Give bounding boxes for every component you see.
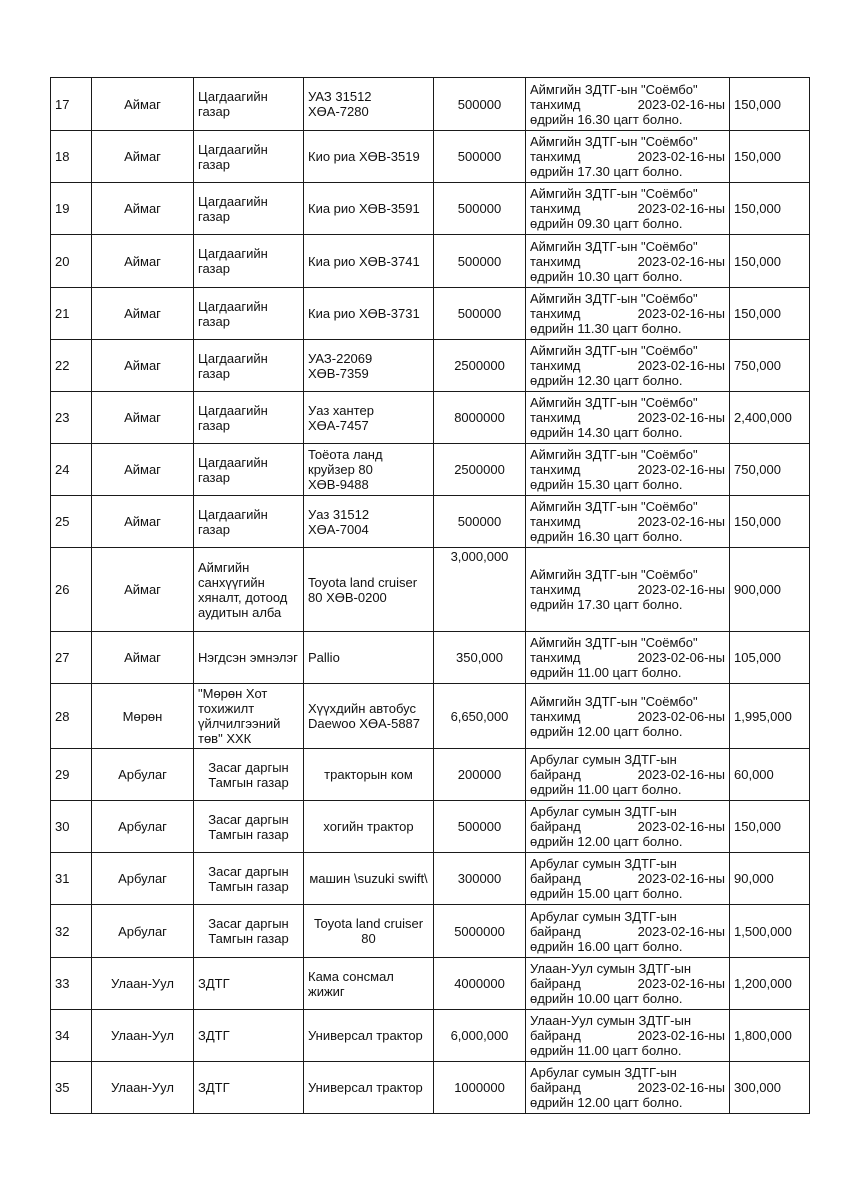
place-line-1: Улаан-Уул сумын ЗДТГ-ын [530,1013,692,1028]
starting-price-cell: 8000000 [434,392,526,444]
place-line-3: өдрийн 12.00 цагт болно. [530,834,683,849]
auction-date: 2023-02-16-ны [637,462,725,477]
place-line-2 [530,976,725,991]
item-cell: Универсал трактор [304,1062,434,1114]
auction-place-time-cell [526,684,730,749]
organization-cell: Цагдаагийн газар [194,340,304,392]
location-cell: Мөрөн [92,684,194,749]
deposit-cell: 1,800,000 [730,1010,810,1062]
row-number: 19 [51,183,92,235]
auction-place-time-cell [526,801,730,853]
place-venue: байранд [530,923,581,939]
place-venue: байранд [530,976,581,991]
organization-cell: Засаг даргын Тамгын газар [194,905,304,958]
place-line-3: өдрийн 09.30 цагт болно. [530,216,683,231]
auction-date: 2023-02-16-ны [637,253,725,269]
table-row [51,801,810,853]
place-venue: танхимд [530,650,581,665]
place-line-2 [530,462,725,477]
place-line-3: өдрийн 11.00 цагт болно. [530,1043,682,1058]
starting-price-cell: 500000 [434,131,526,183]
auction-place-time-cell [526,183,730,235]
place-line-3: өдрийн 17.30 цагт болно. [530,597,683,612]
place-line-1: Аймгийн ЗДТГ-ын "Соёмбо" [530,499,698,514]
location-cell: Арбулаг [92,749,194,801]
organization-cell: Засаг даргын Тамгын газар [194,801,304,853]
row-number: 18 [51,131,92,183]
location-cell: Аймаг [92,288,194,340]
location-cell: Улаан-Уул [92,1062,194,1114]
deposit-cell: 105,000 [730,632,810,684]
auction-date: 2023-02-16-ны [637,976,725,991]
auction-place-time-cell [526,853,730,905]
organization-cell: Цагдаагийн газар [194,392,304,444]
location-cell: Аймаг [92,78,194,131]
row-number: 31 [51,853,92,905]
auction-place-time-cell [526,235,730,288]
deposit-cell: 150,000 [730,801,810,853]
auction-place-time-cell [526,905,730,958]
deposit-cell: 900,000 [730,548,810,632]
table-row [51,684,810,749]
row-number: 21 [51,288,92,340]
place-line-3: өдрийн 16.30 цагт болно. [530,111,683,127]
starting-price-cell: 500000 [434,801,526,853]
place-line-1: Аймгийн ЗДТГ-ын "Соёмбо" [530,186,698,201]
item-cell: Киа рио ХӨВ-3591 [304,183,434,235]
table-row [51,288,810,340]
auction-date: 2023-02-16-ны [637,767,725,782]
organization-cell: Цагдаагийн газар [194,496,304,548]
table-row [51,958,810,1010]
place-line-2 [530,149,725,164]
auction-place-time-cell [526,632,730,684]
place-venue: танхимд [530,201,581,216]
place-line-3: өдрийн 16.30 цагт болно. [530,529,683,544]
row-number: 30 [51,801,92,853]
auction-place-time-cell [526,548,730,632]
item-cell: Уаз хантер ХӨА-7457 [304,392,434,444]
table-row [51,1062,810,1114]
row-number: 24 [51,444,92,496]
place-line-3: өдрийн 11.00 цагт болно. [530,665,682,680]
table-row [51,131,810,183]
auction-date: 2023-02-16-ны [637,201,725,216]
table-row [51,444,810,496]
auction-place-time-cell [526,496,730,548]
auction-date: 2023-02-06-ны [637,708,725,724]
location-cell: Улаан-Уул [92,1010,194,1062]
row-number: 27 [51,632,92,684]
place-line-1: Арбулаг сумын ЗДТГ-ын [530,908,677,924]
place-line-3: өдрийн 12.30 цагт болно. [530,373,683,388]
auction-date: 2023-02-16-ны [637,819,725,834]
deposit-cell: 150,000 [730,131,810,183]
place-venue: танхимд [530,358,581,373]
row-number: 35 [51,1062,92,1114]
item-cell: Toyota land cruiser 80 ХӨВ-0200 [304,548,434,632]
location-cell: Аймаг [92,632,194,684]
table-row [51,548,810,632]
auction-place-time-cell [526,288,730,340]
auction-date: 2023-02-16-ны [637,871,725,886]
starting-price-cell: 6,000,000 [434,1010,526,1062]
place-line-3: өдрийн 10.00 цагт болно. [530,991,683,1006]
table-row [51,235,810,288]
organization-cell: Цагдаагийн газар [194,78,304,131]
location-cell: Аймаг [92,183,194,235]
place-venue: байранд [530,871,581,886]
deposit-cell: 90,000 [730,853,810,905]
place-venue: байранд [530,1028,581,1043]
row-number: 28 [51,684,92,749]
organization-cell: Цагдаагийн газар [194,131,304,183]
place-venue: танхимд [530,410,581,425]
starting-price-cell: 500000 [434,78,526,131]
table-row [51,340,810,392]
row-number: 32 [51,905,92,958]
location-cell: Улаан-Уул [92,958,194,1010]
location-cell: Аймаг [92,444,194,496]
row-number: 25 [51,496,92,548]
organization-cell: Аймгийн санхүүгийн хяналт, дотоод аудитын алба [194,548,304,632]
place-line-2 [530,1028,725,1043]
place-line-2 [530,514,725,529]
auction-place-time-cell [526,749,730,801]
place-line-2 [530,410,725,425]
item-cell: Киа рио ХӨВ-3731 [304,288,434,340]
place-line-3: өдрийн 10.30 цагт болно. [530,268,683,284]
item-cell: Киа рио ХӨВ-3741 [304,235,434,288]
auction-table [50,77,810,1114]
table-row [51,749,810,801]
place-venue: танхимд [530,462,581,477]
auction-date: 2023-02-16-ны [637,1028,725,1043]
starting-price-cell: 2500000 [434,444,526,496]
starting-price-cell: 5000000 [434,905,526,958]
table-row [51,632,810,684]
place-line-1: Арбулаг сумын ЗДТГ-ын [530,752,677,767]
deposit-cell: 1,500,000 [730,905,810,958]
place-line-3: өдрийн 14.30 цагт болно. [530,425,683,440]
item-cell: Хүүхдийн автобус Daewoo ХӨА-5887 [304,684,434,749]
table-row [51,183,810,235]
auction-place-time-cell [526,392,730,444]
starting-price-cell: 350,000 [434,632,526,684]
place-line-2 [530,767,725,782]
deposit-cell: 150,000 [730,235,810,288]
place-line-2 [530,709,725,724]
organization-cell: Засаг даргын Тамгын газар [194,853,304,905]
location-cell: Арбулаг [92,853,194,905]
table-row [51,392,810,444]
starting-price-cell: 500000 [434,235,526,288]
table-row [51,1010,810,1062]
item-cell: хогийн трактор [304,801,434,853]
location-cell: Аймаг [92,392,194,444]
place-line-2 [530,871,725,886]
location-cell: Аймаг [92,340,194,392]
place-line-2 [530,650,725,665]
place-line-2 [530,582,725,597]
place-line-3: өдрийн 15.30 цагт болно. [530,477,683,492]
place-venue: байранд [530,1080,581,1095]
auction-place-time-cell [526,340,730,392]
item-cell: Уаз 31512 ХӨА-7004 [304,496,434,548]
row-number: 33 [51,958,92,1010]
place-line-1: Аймгийн ЗДТГ-ын "Соёмбо" [530,447,698,462]
deposit-cell: 150,000 [730,288,810,340]
auction-place-time-cell [526,1062,730,1114]
item-cell: Универсал трактор [304,1010,434,1062]
auction-date: 2023-02-16-ны [637,1080,725,1095]
auction-date: 2023-02-16-ны [637,410,725,425]
place-line-1: Арбулаг сумын ЗДТГ-ын [530,856,677,871]
auction-place-time-cell [526,1010,730,1062]
item-cell: Pallio [304,632,434,684]
auction-place-time-cell [526,78,730,131]
auction-date: 2023-02-16-ны [637,514,725,529]
place-line-1: Арбулаг сумын ЗДТГ-ын [530,804,677,819]
item-cell: Кама сонсмал жижиг [304,958,434,1010]
place-venue: байранд [530,767,581,782]
place-line-1: Аймгийн ЗДТГ-ын "Соёмбо" [530,567,698,582]
starting-price-cell: 6,650,000 [434,684,526,749]
row-number: 29 [51,749,92,801]
place-line-1: Аймгийн ЗДТГ-ын "Соёмбо" [530,81,698,97]
place-venue: танхимд [530,149,581,164]
deposit-cell: 150,000 [730,183,810,235]
organization-cell: Нэгдсэн эмнэлэг [194,632,304,684]
deposit-cell: 300,000 [730,1062,810,1114]
place-line-1: Аймгийн ЗДТГ-ын "Соёмбо" [530,291,698,306]
table-row [51,496,810,548]
location-cell: Аймаг [92,496,194,548]
auction-date: 2023-02-16-ны [637,358,725,373]
deposit-cell: 1,200,000 [730,958,810,1010]
organization-cell: ЗДТГ [194,1062,304,1114]
auction-date: 2023-02-16-ны [637,149,725,164]
row-number: 26 [51,548,92,632]
item-cell: Кио риа ХӨВ-3519 [304,131,434,183]
place-line-1: Улаан-Уул сумын ЗДТГ-ын [530,961,692,976]
place-venue: танхимд [530,306,581,321]
table-row [51,853,810,905]
location-cell: Арбулаг [92,801,194,853]
place-venue: танхимд [530,514,581,529]
deposit-cell: 2,400,000 [730,392,810,444]
place-line-1: Аймгийн ЗДТГ-ын "Соёмбо" [530,395,698,410]
auction-date: 2023-02-16-ны [637,306,725,321]
starting-price-cell: 500000 [434,288,526,340]
row-number: 17 [51,78,92,131]
place-line-2 [530,254,725,269]
organization-cell: ЗДТГ [194,958,304,1010]
starting-price-cell: 3,000,000 [434,548,526,632]
item-cell: тракторын ком [304,749,434,801]
place-line-3: өдрийн 11.00 цагт болно. [530,782,682,797]
auction-place-time-cell [526,958,730,1010]
auction-date: 2023-02-16-ны [637,923,725,939]
place-line-3: өдрийн 12.00 цагт болно. [530,1095,683,1110]
table-body [51,78,810,1114]
organization-cell: Цагдаагийн газар [194,288,304,340]
place-line-2 [530,1080,725,1095]
place-venue: танхимд [530,96,581,112]
starting-price-cell: 500000 [434,496,526,548]
place-line-3: өдрийн 16.00 цагт болно. [530,938,683,954]
item-cell: машин \suzuki swift\ [304,853,434,905]
organization-cell: Цагдаагийн газар [194,444,304,496]
place-line-2 [530,358,725,373]
row-number: 22 [51,340,92,392]
deposit-cell: 150,000 [730,78,810,131]
place-line-2 [530,924,725,939]
location-cell: Аймаг [92,548,194,632]
place-venue: байранд [530,819,581,834]
table-row [51,905,810,958]
place-line-2 [530,306,725,321]
auction-date: 2023-02-16-ны [637,582,725,597]
auction-date: 2023-02-16-ны [637,96,725,112]
item-cell: УАЗ-22069 ХӨВ-7359 [304,340,434,392]
starting-price-cell: 2500000 [434,340,526,392]
item-cell: Тоёота ланд круйзер 80 ХӨВ-9488 [304,444,434,496]
place-line-3: өдрийн 12.00 цагт болно. [530,723,683,739]
starting-price-cell: 500000 [434,183,526,235]
place-venue: танхимд [530,708,581,724]
place-line-3: өдрийн 15.00 цагт болно. [530,886,683,901]
row-number: 23 [51,392,92,444]
organization-cell: Цагдаагийн газар [194,183,304,235]
auction-place-time-cell [526,131,730,183]
location-cell: Аймаг [92,235,194,288]
place-line-1: Аймгийн ЗДТГ-ын "Соёмбо" [530,134,698,149]
row-number: 20 [51,235,92,288]
item-cell: Toyota land cruiser 80 [304,905,434,958]
organization-cell: Засаг даргын Тамгын газар [194,749,304,801]
organization-cell: Цагдаагийн газар [194,235,304,288]
deposit-cell: 750,000 [730,340,810,392]
deposit-cell: 60,000 [730,749,810,801]
starting-price-cell: 1000000 [434,1062,526,1114]
location-cell: Арбулаг [92,905,194,958]
auction-date: 2023-02-06-ны [637,650,725,665]
place-line-1: Аймгийн ЗДТГ-ын "Соёмбо" [530,693,698,709]
place-line-1: Аймгийн ЗДТГ-ын "Соёмбо" [530,238,698,254]
deposit-cell: 150,000 [730,496,810,548]
place-line-1: Аймгийн ЗДТГ-ын "Соёмбо" [530,343,698,358]
place-line-1: Арбулаг сумын ЗДТГ-ын [530,1065,677,1080]
place-line-1: Аймгийн ЗДТГ-ын "Соёмбо" [530,635,698,650]
deposit-cell: 1,995,000 [730,684,810,749]
starting-price-cell: 4000000 [434,958,526,1010]
place-line-2 [530,819,725,834]
organization-cell: "Мөрөн Хот тохижилт үйлчилгээний төв" ХХК [194,684,304,749]
starting-price-cell: 200000 [434,749,526,801]
table-row [51,78,810,131]
place-line-3: өдрийн 17.30 цагт болно. [530,164,683,179]
place-line-2 [530,97,725,112]
row-number: 34 [51,1010,92,1062]
deposit-cell: 750,000 [730,444,810,496]
organization-cell: ЗДТГ [194,1010,304,1062]
place-venue: танхимд [530,253,581,269]
auction-place-time-cell [526,444,730,496]
place-venue: танхимд [530,582,581,597]
item-cell: УАЗ 31512 ХӨА-7280 [304,78,434,131]
starting-price-cell: 300000 [434,853,526,905]
place-line-2 [530,201,725,216]
place-line-3: өдрийн 11.30 цагт болно. [530,321,682,336]
location-cell: Аймаг [92,131,194,183]
